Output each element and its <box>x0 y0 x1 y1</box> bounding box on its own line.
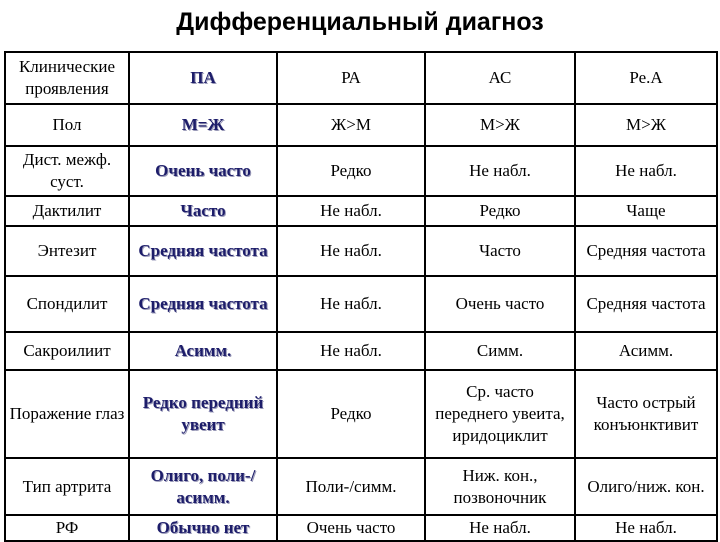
pa-value: Средняя частота <box>138 294 268 313</box>
pa-value: Часто <box>180 201 226 220</box>
header-pa <box>129 52 277 104</box>
row-label: Сакроилиит <box>5 332 129 370</box>
ra-cell: Редко <box>277 146 425 196</box>
ra-cell: Редко <box>277 370 425 458</box>
row-label: Дист. межф. суст. <box>5 146 129 196</box>
pa-value: Асимм. <box>174 341 232 360</box>
row-label: Спондилит <box>5 276 129 332</box>
row-label: РФ <box>5 515 129 541</box>
pa-cell <box>129 370 277 458</box>
table-row <box>5 146 717 196</box>
rea-cell: Не набл. <box>575 515 717 541</box>
rea-cell: Олиго/ниж. кон. <box>575 458 717 515</box>
rea-cell: Асимм. <box>575 332 717 370</box>
pa-cell <box>129 104 277 146</box>
ra-cell: Не набл. <box>277 226 425 276</box>
ra-cell: Не набл. <box>277 196 425 226</box>
header-rea: Ре.А <box>575 52 717 104</box>
row-label: Энтезит <box>5 226 129 276</box>
ra-cell: Очень часто <box>277 515 425 541</box>
header-clinical-manifestations: Клинические проявления <box>5 52 129 104</box>
ra-cell: Не набл. <box>277 332 425 370</box>
pa-cell <box>129 196 277 226</box>
table-row <box>5 370 717 458</box>
as-cell: М>Ж <box>425 104 575 146</box>
table-row <box>5 515 717 541</box>
as-cell: Не набл. <box>425 515 575 541</box>
rea-cell: Не набл. <box>575 146 717 196</box>
pa-cell <box>129 515 277 541</box>
as-cell: Ниж. кон., позвоночник <box>425 458 575 515</box>
rea-cell: М>Ж <box>575 104 717 146</box>
pa-value: Очень часто <box>155 161 251 180</box>
pa-cell <box>129 458 277 515</box>
ra-cell: Ж>М <box>277 104 425 146</box>
as-cell: Симм. <box>425 332 575 370</box>
table-row <box>5 226 717 276</box>
header-as: АС <box>425 52 575 104</box>
header-ra: РА <box>277 52 425 104</box>
ra-cell: Поли-/симм. <box>277 458 425 515</box>
rea-cell: Чаще <box>575 196 717 226</box>
table-row <box>5 332 717 370</box>
header-pa-label: ПА <box>190 68 216 87</box>
rea-cell: Средняя частота <box>575 226 717 276</box>
as-cell: Не набл. <box>425 146 575 196</box>
pa-cell <box>129 332 277 370</box>
pa-value: М=Ж <box>181 115 225 134</box>
pa-cell <box>129 226 277 276</box>
pa-value: Обычно нет <box>156 518 250 537</box>
table-header-row <box>5 52 717 104</box>
table-row <box>5 196 717 226</box>
pa-value: Олиго, поли-/асимм. <box>150 465 256 507</box>
row-label: Дактилит <box>5 196 129 226</box>
rea-cell: Часто острый конъюнктивит <box>575 370 717 458</box>
as-cell: Часто <box>425 226 575 276</box>
table-row <box>5 458 717 515</box>
page-title: Дифференциальный диагноз <box>176 8 544 36</box>
pa-value: Редко передний увеит <box>142 393 264 434</box>
table-row <box>5 104 717 146</box>
row-label: Тип артрита <box>5 458 129 515</box>
pa-value: Средняя частота <box>138 241 268 260</box>
differential-diagnosis-table <box>4 51 718 542</box>
row-label: Поражение глаз <box>5 370 129 458</box>
table-row <box>5 276 717 332</box>
pa-cell <box>129 146 277 196</box>
as-cell: Редко <box>425 196 575 226</box>
pa-cell <box>129 276 277 332</box>
as-cell: Ср. часто переднего увеита, иридоциклит <box>425 370 575 458</box>
ra-cell: Не набл. <box>277 276 425 332</box>
rea-cell: Средняя частота <box>575 276 717 332</box>
row-label: Пол <box>5 104 129 146</box>
as-cell: Очень часто <box>425 276 575 332</box>
